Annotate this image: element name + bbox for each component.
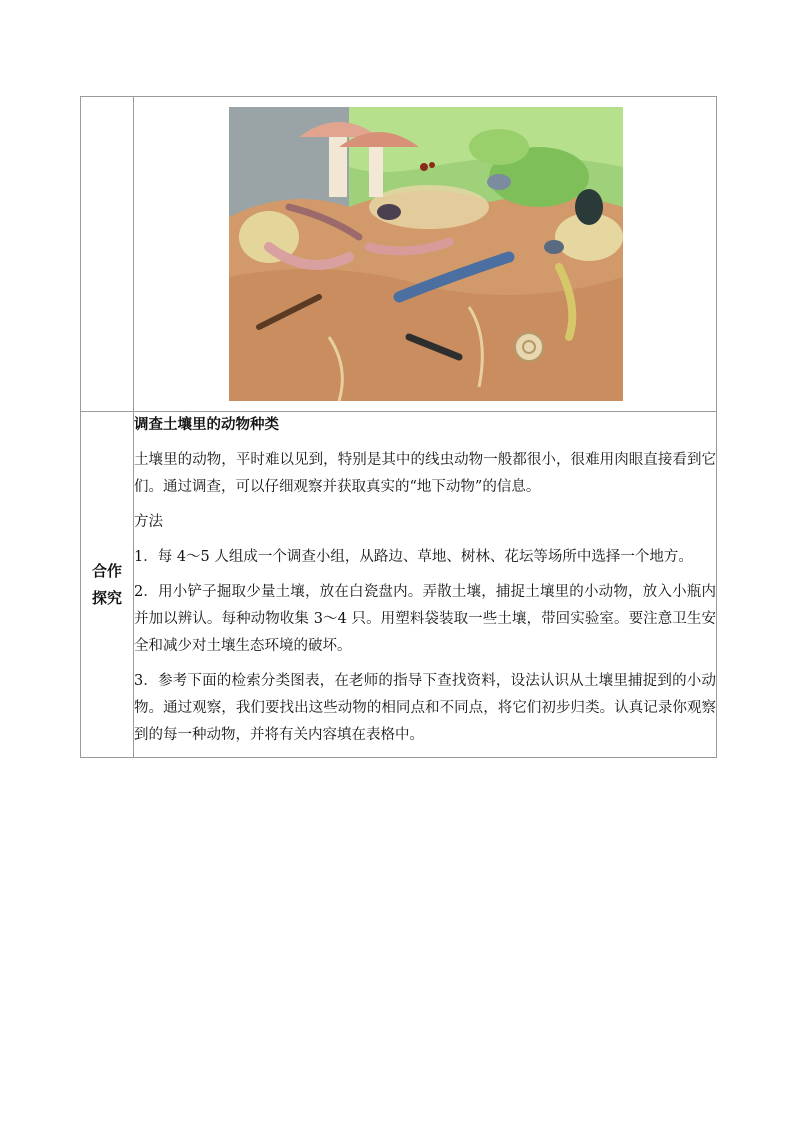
step-3: 3．参考下面的检索分类图表，在老师的指导下查找资料，设法认识从土壤里捕捉到的小动物。通过观察，我们要找出这些动物的相同点和不同点，将它们初步归类。认真记录你观察到的每一种动物，并将有关内容填在表格中。 <box>134 673 716 743</box>
illustration-wrapper <box>134 97 716 411</box>
cooperative-inquiry-row <box>81 412 717 758</box>
empty-label-cell <box>81 97 134 412</box>
section-label-line1: 合作 <box>91 561 122 580</box>
step-1: 1．每 4～5 人组成一个调查小组，从路边、草地、树林、花坛等场所中选择一个地方。 <box>134 549 693 565</box>
method-heading: 方法 <box>134 514 163 530</box>
soil-animals-illustration <box>229 107 623 401</box>
illustration-cell <box>134 97 717 412</box>
illustration-row <box>81 97 717 412</box>
section-label-cell <box>81 412 134 758</box>
step-2: 2．用小铲子掘取少量土壤，放在白瓷盘内。弄散土壤，捕捉土壤里的小动物，放入小瓶内并加以辨认。每种动物收集 3～4 只。用塑料袋装取一些土壤，带回实验室。要注意卫生安全和减少对土壤生态环境的破坏。 <box>134 584 716 654</box>
section-content-cell <box>134 412 717 758</box>
lesson-table <box>80 96 717 758</box>
section-label <box>89 558 125 612</box>
section-label-line2: 探究 <box>91 588 122 607</box>
intro-paragraph: 土壤里的动物，平时难以见到，特别是其中的线虫动物一般都很小，很难用肉眼直接看到它们。通过调查，可以仔细观察并获取真实的“地下动物”的信息。 <box>134 452 716 495</box>
section-title: 调查土壤里的动物种类 <box>134 417 279 433</box>
